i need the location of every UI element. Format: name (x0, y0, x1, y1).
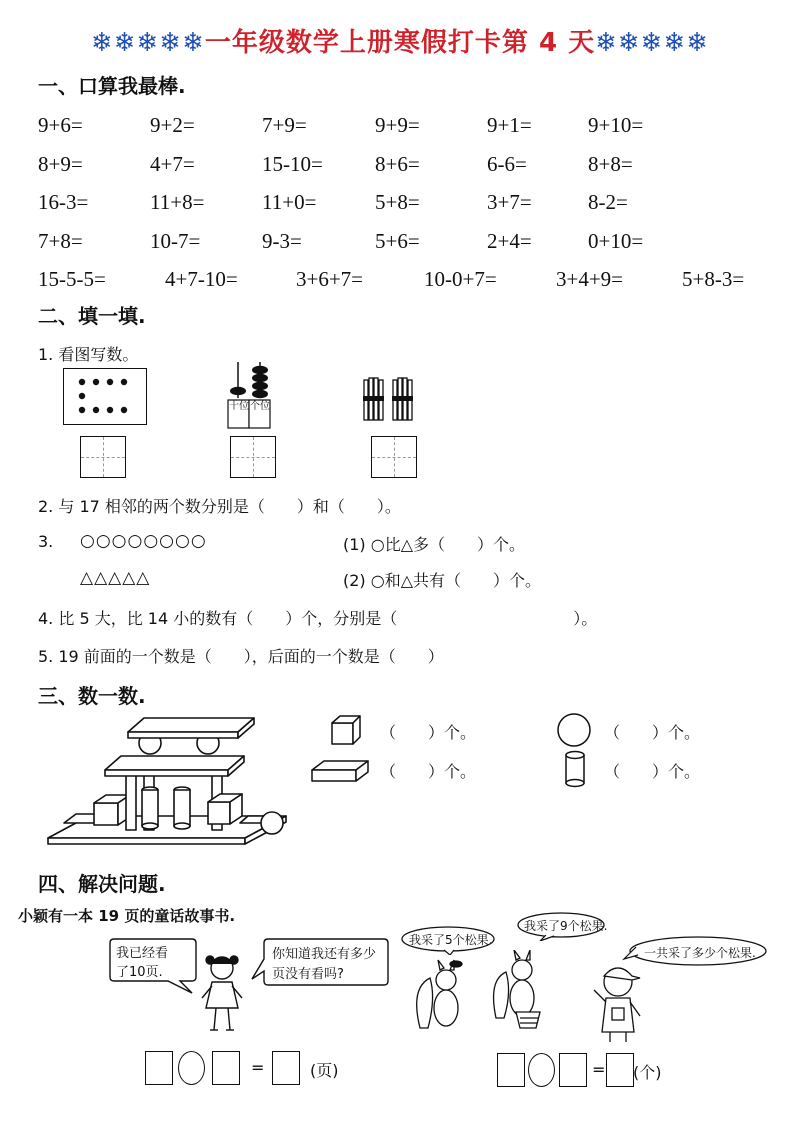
sphere-count-blank[interactable]: （ ）个。 (604, 723, 701, 742)
calc-item: 11+0= (262, 190, 317, 214)
eq2-operator-oval[interactable] (528, 1053, 555, 1087)
q3-label: 3. (38, 532, 54, 551)
calc-item: 7+8= (38, 228, 83, 253)
cube-count-blank[interactable]: （ ）个。 (380, 723, 477, 742)
calc-item: 8+9= (38, 151, 83, 176)
q3-1-text: (1) ○比△多（ ）个。 (343, 535, 526, 554)
calc-item: 2+4= (487, 228, 532, 253)
calc-item: 8+6= (375, 151, 420, 176)
eq2-box-2[interactable] (559, 1053, 587, 1087)
abacus-tens-label: 十位 (229, 401, 249, 412)
calc-item: 5+6= (375, 228, 420, 253)
eq1-box-1[interactable] (145, 1051, 173, 1085)
eq1-equals: = (251, 1058, 265, 1077)
sphere-icon (556, 712, 592, 752)
circles-row: ○○○○○○○○ (80, 531, 207, 551)
bubble1-line2: 了10页. (116, 965, 163, 980)
calc-item: 0+10= (588, 228, 644, 253)
bubble3-text: 我采了5个松果. (409, 933, 493, 947)
calc-item: 9+9= (375, 113, 420, 137)
calc-item: 4+7-10= (165, 267, 238, 291)
bubble5-text: 一共采了多少个松果. (644, 946, 756, 960)
snowflake-left-icon: ❄❄❄❄❄ (90, 28, 205, 58)
squirrel-1-icon (414, 958, 470, 1038)
problem1-text: 小颖有一本 19 页的童话故事书. (18, 907, 236, 925)
answer-grid-3[interactable] (371, 436, 417, 478)
cylinder-count-blank[interactable]: （ ）个。 (604, 762, 701, 781)
q1-text: 1. 看图写数。 (38, 345, 139, 364)
eq1-box-2[interactable] (212, 1051, 240, 1085)
dots-svg (64, 369, 146, 424)
q2-text: 2. 与 17 相邻的两个数分别是（ ）和（ ）。 (38, 497, 401, 516)
calc-item: 11+8= (150, 190, 205, 214)
page-title (0, 22, 800, 59)
bubble1-line1: 我已经看 (116, 946, 169, 961)
calc-item: 9+1= (487, 113, 532, 137)
abacus-svg (224, 358, 274, 430)
block-structure-picture (40, 712, 290, 852)
calc-item: 9+2= (150, 113, 195, 137)
eq2-box-1[interactable] (497, 1053, 525, 1087)
eq2-equals: = (592, 1060, 606, 1079)
calc-item: 6-6= (487, 151, 527, 176)
section2-heading: 二、填一填. (38, 304, 146, 328)
section4-heading: 四、解决问题. (38, 872, 166, 896)
cylinder-icon (564, 750, 586, 792)
snowflake-right-icon: ❄❄❄❄❄ (595, 28, 710, 58)
title-text: 一年级数学上册寒假打卡第 4 天 (204, 28, 596, 58)
section1-heading: 一、口算我最棒. (38, 74, 186, 98)
block-structure-svg (40, 712, 290, 852)
bubble4-text: 我采了9个松果. (524, 919, 608, 933)
q4-text: 4. 比 5 大，比 14 小的数有（ ）个，分别是（ ）。 (38, 609, 598, 628)
cube-icon (330, 714, 362, 750)
squirrel-2-icon (492, 950, 548, 1034)
girl-reading-icon (198, 950, 248, 1040)
calc-item: 3+4+9= (556, 267, 624, 291)
abacus-picture (224, 358, 274, 430)
calc-item: 9+10= (588, 113, 644, 137)
section3-heading: 三、数一数. (38, 684, 146, 708)
speech-bubble-3 (400, 925, 496, 955)
calc-item: 15-5-5= (38, 267, 106, 291)
stick-bundles-svg (360, 372, 420, 424)
calc-item: 5+8= (375, 190, 420, 214)
speech-bubble-4 (516, 911, 606, 941)
calc-item: 16-3= (38, 190, 89, 214)
eq2-result-box[interactable] (606, 1053, 634, 1087)
answer-grid-1[interactable] (80, 436, 126, 478)
bubble2-line1: 你知道我还有多少 (272, 947, 377, 962)
eq1-result-box[interactable] (272, 1051, 300, 1085)
eq1-unit: (页) (310, 1061, 339, 1080)
abacus-ones-label: 个位 (250, 401, 270, 412)
calc-item: 4+7= (150, 151, 195, 176)
answer-grid-2[interactable] (230, 436, 276, 478)
speech-bubble-2 (250, 935, 390, 995)
calc-item: 8+8= (588, 151, 633, 176)
calc-item: 10-7= (150, 228, 201, 253)
calc-item: 7+9= (262, 113, 307, 137)
q3-2-text: (2) ○和△共有（ ）个。 (343, 571, 542, 590)
triangles-row: △△△△△ (80, 568, 151, 588)
calc-item: 8-2= (588, 190, 628, 214)
dots-picture (63, 368, 147, 425)
calc-item: 9+6= (38, 113, 83, 137)
calc-item: 15-10= (262, 151, 323, 176)
eq1-operator-oval[interactable] (178, 1051, 205, 1085)
cuboid-icon (310, 758, 370, 788)
calc-item: 9-3= (262, 228, 302, 253)
q5-text: 5. 19 前面的一个数是（ ），后面的一个数是（ ） (38, 647, 444, 666)
cuboid-count-blank[interactable]: （ ）个。 (380, 762, 477, 781)
speech-bubble-1 (108, 935, 198, 995)
calc-item: 3+6+7= (296, 267, 364, 291)
calc-item: 10-0+7= (424, 267, 497, 291)
stick-bundles-picture (360, 372, 420, 424)
calc-item: 3+7= (487, 190, 532, 214)
calc-item: 5+8-3= (682, 267, 745, 291)
boy-cap-icon (590, 960, 646, 1048)
eq2-unit: (个) (633, 1063, 662, 1082)
bubble2-line2: 页没有看吗? (272, 967, 344, 982)
